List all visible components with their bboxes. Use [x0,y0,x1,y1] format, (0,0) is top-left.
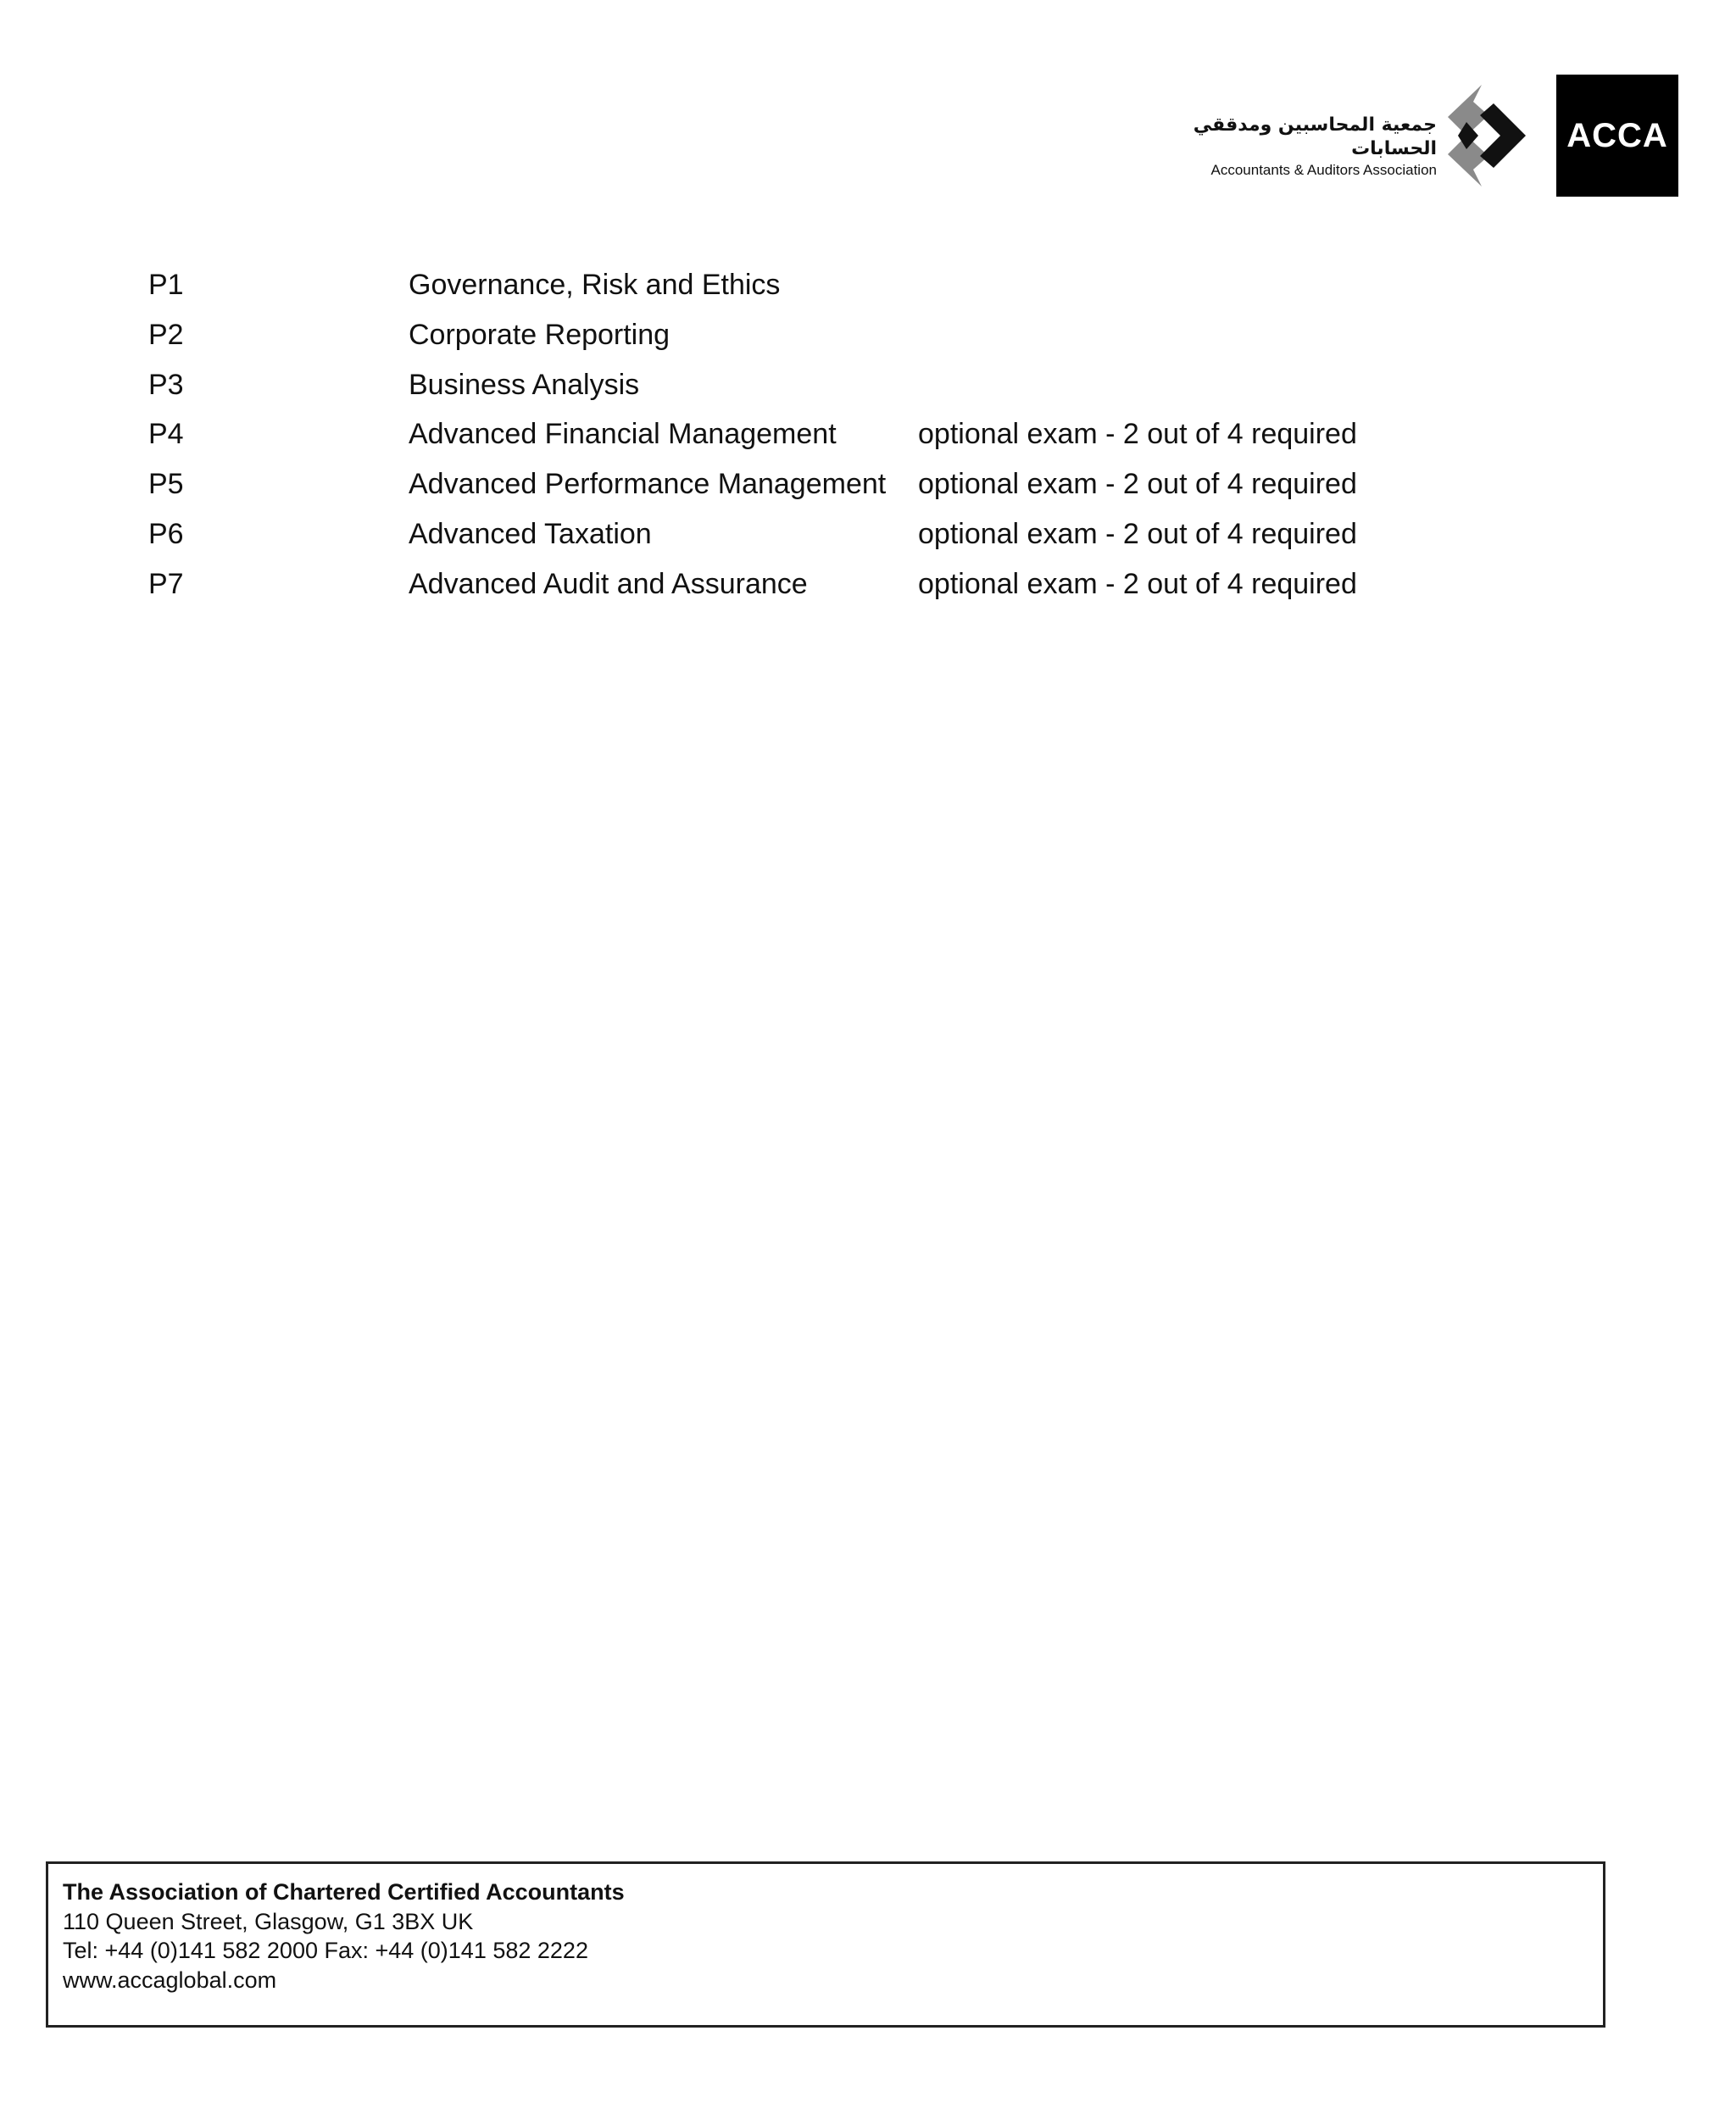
paper-title: Business Analysis [409,368,640,401]
paper-code: P3 [148,368,184,401]
aaa-arabic-name: جمعية المحاسبين ومدققي الحسابات [1193,114,1437,159]
paper-note: optional exam - 2 out of 4 required [918,567,1357,600]
paper-row-p5 [148,464,1420,514]
paper-code: P5 [148,468,184,501]
paper-title: Advanced Taxation [409,517,652,550]
paper-note: optional exam - 2 out of 4 required [918,468,1357,501]
footer-address-box [46,1861,1605,2028]
acca-logo [1556,75,1678,197]
paper-note: optional exam - 2 out of 4 required [918,418,1357,451]
footer-phone-fax: Tel: +44 (0)141 582 2000 Fax: +44 (0)141 582 2222 [63,1938,588,1963]
paper-row-p7 [148,564,1420,614]
footer-organization: The Association of Chartered Certified Accountants [63,1879,625,1905]
paper-row-p6 [148,514,1420,564]
paper-note: optional exam - 2 out of 4 required [918,517,1357,550]
paper-title: Advanced Audit and Assurance [409,567,808,600]
footer-website[interactable]: www.accaglobal.com [63,1967,277,1993]
paper-code: P2 [148,318,184,351]
paper-code: P6 [148,517,184,550]
aaa-logo-text [1182,114,1437,180]
paper-code: P7 [148,567,184,600]
aaa-english-name: Accountants & Auditors Association [1210,162,1437,178]
paper-title: Advanced Performance Management [409,468,887,501]
paper-row-p3 [148,364,1420,414]
chevron-arrows-icon [1441,85,1534,186]
paper-title: Corporate Reporting [409,318,670,351]
paper-title: Advanced Financial Management [409,418,837,451]
paper-list [148,264,1420,614]
paper-row-p1 [148,264,1420,314]
acca-logo-text: ACCA [1566,116,1668,154]
header-logos [0,75,1736,202]
paper-row-p2 [148,314,1420,364]
paper-code: P1 [148,269,184,301]
paper-title: Governance, Risk and Ethics [409,269,781,301]
paper-code: P4 [148,418,184,451]
footer-address: 110 Queen Street, Glasgow, G1 3BX UK [63,1908,474,1934]
paper-row-p4 [148,414,1420,464]
